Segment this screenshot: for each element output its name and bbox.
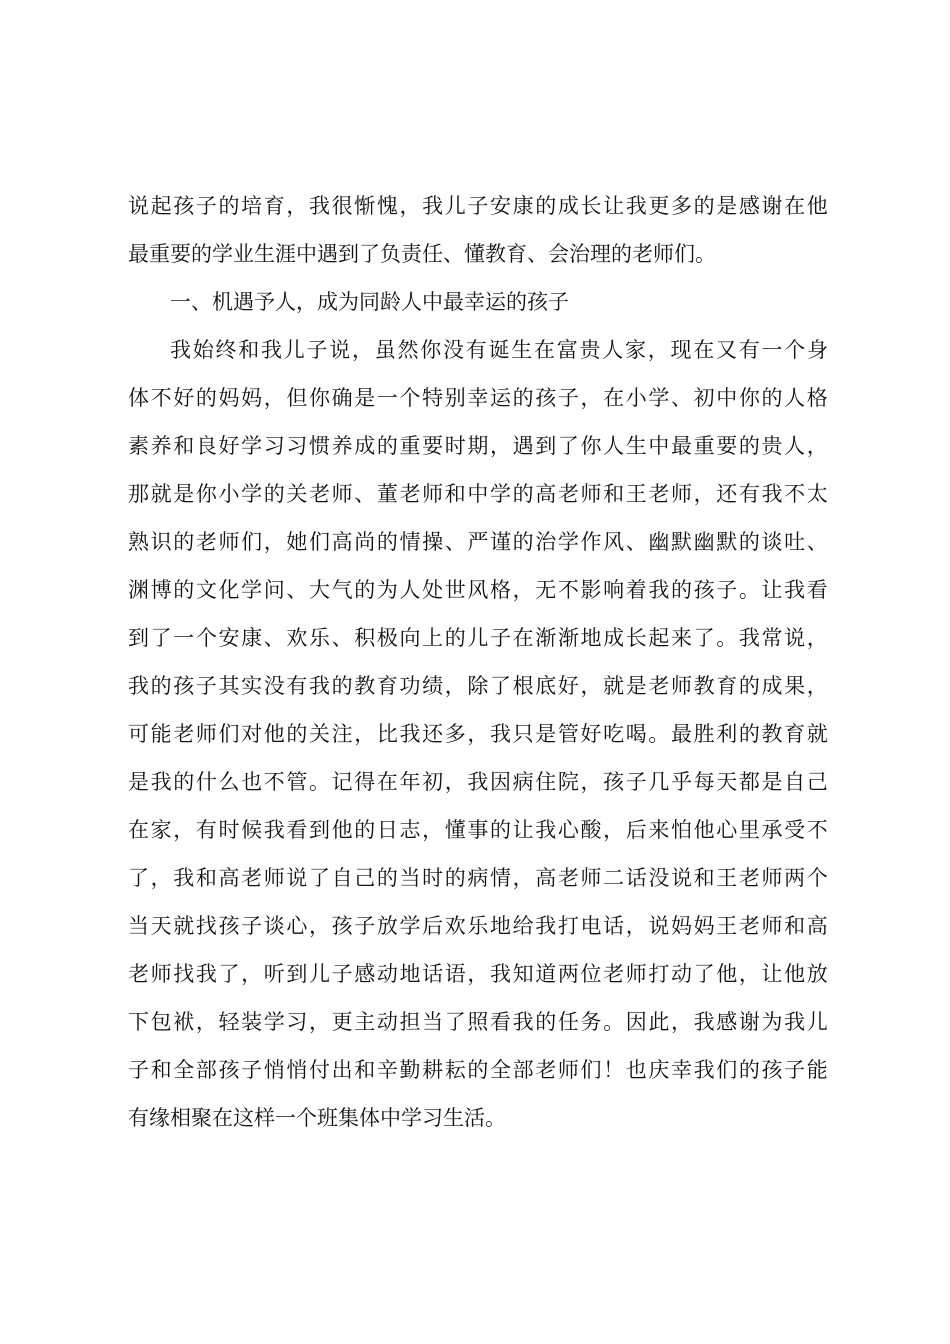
paragraph-line (128, 806, 828, 854)
line-text: 下 包 袱 ， 轻 装 学 习 ， 更 主 动 担 当 了 照 看 我 的 任 务 。 因 此 ， 我 感 谢 为 我 儿 (128, 1010, 828, 1034)
paragraph-line (128, 710, 828, 758)
line-text: 我 始 终 和 我 儿 子 说 ， 虽 然 你 没 有 诞 生 在 富 贵 人 家 ， 现 在 又 有 一 个 身 (170, 338, 828, 362)
paragraph-line (128, 998, 828, 1046)
line-text: 最重要的学业生涯中遇到了负责任、懂教育、会治理的老师们。 (128, 242, 716, 266)
paragraph-line (128, 518, 828, 566)
paragraph-line (128, 758, 828, 806)
paragraph-line (128, 902, 828, 950)
line-text: 素 养 和 良 好 学 习 习 惯 养 成 的 重 要 时 期 ， 遇 到 了 你 人 生 中 最 重 要 的 贵 人 ， (128, 434, 828, 458)
section-heading (128, 278, 828, 326)
paragraph-line (128, 614, 828, 662)
paragraph-line (128, 662, 828, 710)
paragraph-line (128, 950, 828, 998)
paragraph-line (128, 1046, 828, 1094)
line-text: 是 我 的 什 么 也 不 管 。 记 得 在 年 初 ， 我 因 病 住 院 ， 孩 子 几 乎 每 天 都 是 自 己 (128, 770, 828, 794)
paragraph-line (128, 854, 828, 902)
line-text: 可 能 老 师 们 对 他 的 关 注 ， 比 我 还 多 ， 我 只 是 管 好 吃 喝 。 最 胜 利 的 教 育 就 (128, 722, 828, 746)
line-text: 熟 识 的 老 师 们 ， 她 们 高 尚 的 情 操 、 严 谨 的 治 学 作 风 、 幽 默 幽 默 的 谈 吐 、 (128, 530, 828, 554)
line-text: 了 ， 我 和 高 老 师 说 了 自 己 的 当 时 的 病 情 ， 高 老 师 二 话 没 说 和 王 老 师 两 个 (128, 866, 828, 890)
line-text: 当 天 就 找 孩 子 谈 心 ， 孩 子 放 学 后 欢 乐 地 给 我 打 电 话 ， 说 妈 妈 王 老 师 和 高 (128, 914, 828, 938)
line-text: 说 起 孩 子 的 培 育 ， 我 很 惭 愧 ， 我 儿 子 安 康 的 成 长 让 我 更 多 的 是 感 谢 在 他 (128, 194, 828, 218)
line-text: 子 和 全 部 孩 子 悄 悄 付 出 和 辛 勤 耕 耘 的 全 部 老 师 们 ！ 也 庆 幸 我 们 的 孩 子 能 (128, 1058, 828, 1082)
paragraph-line (128, 182, 828, 230)
paragraph-line (128, 470, 828, 518)
line-text: 体 不 好 的 妈 妈 ， 但 你 确 是 一 个 特 别 幸 运 的 孩 子 ， 在 小 学 、 初 中 你 的 人 格 (128, 386, 828, 410)
line-text: 到 了 一 个 安 康 、 欢 乐 、 积 极 向 上 的 儿 子 在 渐 渐 地 成 长 起 来 了 。 我 常 说 ， (128, 626, 828, 650)
line-text: 那 就 是 你 小 学 的 关 老 师 、 董 老 师 和 中 学 的 高 老 师 和 王 老 师 ， 还 有 我 不 太 (128, 482, 828, 506)
line-text: 老 师 找 我 了 ， 听 到 儿 子 感 动 地 话 语 ， 我 知 道 两 位 老 师 打 动 了 他 ， 让 他 放 (128, 962, 828, 986)
paragraph-line (128, 374, 828, 422)
paragraph-line (128, 326, 828, 374)
line-text: 我 的 孩 子 其 实 没 有 我 的 教 育 功 绩 ， 除 了 根 底 好 ， 就 是 老 师 教 育 的 成 果 ， (128, 674, 828, 698)
line-text: 在 家 ， 有 时 候 我 看 到 他 的 日 志 ， 懂 事 的 让 我 心 酸 ， 后 来 怕 他 心 里 承 受 不 (128, 818, 828, 842)
paragraph-line (128, 566, 828, 614)
paragraph-line (128, 1094, 828, 1142)
paragraph-line (128, 230, 828, 278)
heading-text: 一、机遇予人，成为同龄人中最幸运的孩子 (170, 290, 569, 314)
line-text: 有缘相聚在这样一个班集体中学习生活。 (128, 1106, 506, 1130)
document-body (128, 182, 828, 1142)
paragraph-line (128, 422, 828, 470)
line-text: 渊 博 的 文 化 学 问 、 大 气 的 为 人 处 世 风 格 ， 无 不 影 响 着 我 的 孩 子 。 让 我 看 (128, 578, 828, 602)
